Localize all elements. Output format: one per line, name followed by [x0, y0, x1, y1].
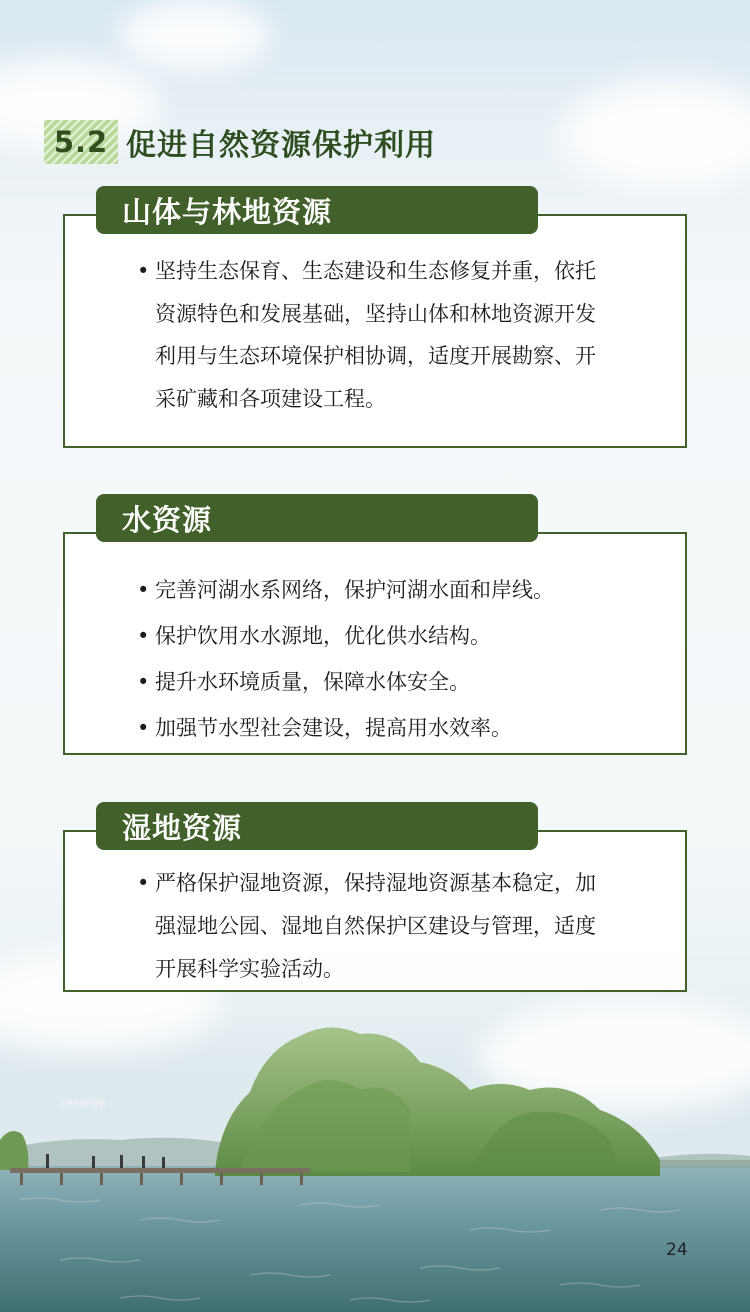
page-number: 24: [666, 1240, 688, 1260]
section-number-badge: 5.2: [44, 120, 118, 164]
list-item: • 严格保护湿地资源，保持湿地资源基本稳定，加强湿地公园、湿地自然保护区建设与管理，适度开展科学实验活动。: [137, 862, 607, 991]
list-item: • 保护饮用水水源地，优化供水结构。: [137, 613, 607, 659]
section-box-mountain-forest: [63, 214, 687, 448]
bullet-list: [137, 250, 607, 420]
list-item: • 加强节水型社会建设，提高用水效率。: [137, 705, 607, 751]
photo-watermark: C省市规划局: [60, 1099, 106, 1108]
list-item: • 提升水环境质量，保障水体安全。: [137, 659, 607, 705]
bullet-list: [137, 862, 607, 991]
section-title: [44, 117, 436, 167]
section-box-wetland: [63, 830, 687, 992]
page-title: 促进自然资源保护利用: [126, 128, 436, 163]
section-heading-mountain-forest: 山体与林地资源: [96, 186, 538, 234]
list-item: • 坚持生态保育、生态建设和生态修复并重，依托资源特色和发展基础，坚持山体和林地资源开发利用与生态环境保护相协调，适度开展勘察、开采矿藏和各项建设工程。: [137, 250, 607, 420]
section-box-water: [63, 532, 687, 755]
list-item: • 完善河湖水系网络，保护河湖水面和岸线。: [137, 567, 607, 613]
bullet-list: [137, 567, 607, 751]
section-heading-wetland: 湿地资源: [96, 802, 538, 850]
section-heading-water: 水资源: [96, 494, 538, 542]
